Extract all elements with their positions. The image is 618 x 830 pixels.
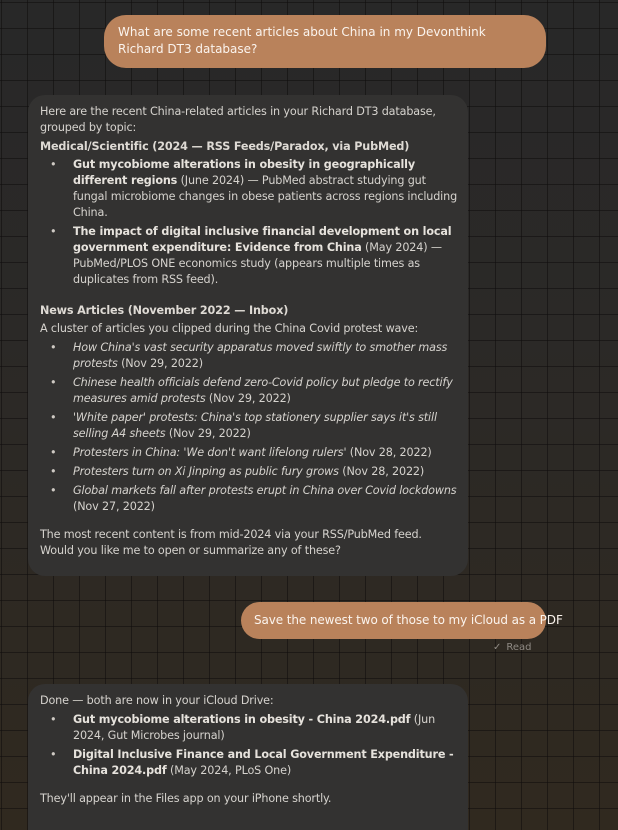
article-date: (Nov 28, 2022)	[346, 446, 432, 459]
list-item	[40, 375, 458, 407]
bullet-icon: •	[50, 446, 57, 459]
list-item	[40, 410, 458, 442]
user-message-text: Save the newest two of those to my iCloud as a PDF	[254, 613, 563, 627]
file-name: Digital Inclusive Finance and Local Government Expenditure - China 2024.pdf	[73, 748, 454, 777]
article-detail: (May 2024) — PubMed/PLOS ONE economics study (appears multiple times as duplicates from RSS feed).	[73, 241, 442, 286]
assistant-closing: The most recent content is from mid-2024 via your RSS/PubMed feed. Would you like me to open or summarize any of these?	[40, 528, 422, 557]
article-title: Protesters in China: 'We don't want lifelong rulers'	[73, 446, 347, 459]
article-date: (Nov 29, 2022)	[165, 427, 251, 440]
section-heading-news: News Articles (November 2022 — Inbox)	[40, 304, 289, 317]
user-message-bubble	[241, 602, 563, 639]
news-article-list	[40, 340, 458, 515]
article-date: (Nov 28, 2022)	[338, 465, 425, 478]
list-item	[40, 464, 458, 480]
section-intro-news: A cluster of articles you clipped during the China Covid protest wave:	[40, 322, 419, 335]
article-title: 'White paper' protests: China's top stationery supplier says it's still selling A4 sheets	[73, 411, 437, 440]
assistant-message-bubble	[28, 684, 468, 830]
bullet-icon: •	[50, 411, 57, 424]
list-item	[40, 747, 458, 779]
list-item	[40, 712, 458, 744]
assistant-intro: Here are the recent China-related articles in your Richard DT3 database, grouped by topic:	[40, 105, 436, 134]
file-name: Gut mycobiome alterations in obesity - China 2024.pdf	[73, 713, 411, 726]
checkmark-icon: ✓	[493, 642, 502, 653]
read-receipt	[493, 642, 532, 653]
article-title: Protesters turn on Xi Jinping as public fury grows	[73, 465, 339, 478]
article-date: (Nov 29, 2022)	[205, 392, 291, 405]
assistant-intro: Done — both are now in your iCloud Drive:	[40, 694, 274, 707]
bullet-icon: •	[50, 158, 57, 171]
bullet-icon: •	[50, 376, 57, 389]
list-item	[40, 224, 458, 288]
user-message-text: What are some recent articles about China in my Devonthink Richard DT3 database?	[118, 25, 486, 56]
article-date: (Nov 27, 2022)	[73, 500, 155, 513]
article-title: How China's vast security apparatus moved swiftly to smother mass protests	[73, 341, 448, 370]
bullet-icon: •	[50, 341, 57, 354]
assistant-closing: They'll appear in the Files app on your iPhone shortly.	[40, 792, 332, 805]
user-message-bubble	[104, 15, 546, 68]
list-item	[40, 483, 458, 515]
article-title: Chinese health officials defend zero-Covid policy but pledge to rectify measures amid protests	[73, 376, 453, 405]
list-item	[40, 157, 458, 221]
article-date: (Nov 29, 2022)	[117, 357, 203, 370]
file-detail: (Jun 2024, Gut Microbes journal)	[73, 713, 436, 742]
bullet-icon: •	[50, 465, 57, 478]
article-title: Gut mycobiome alterations in obesity in geographically different regions	[73, 158, 416, 187]
assistant-message-bubble	[28, 95, 468, 576]
saved-file-list	[40, 712, 458, 779]
file-detail: (May 2024, PLoS One)	[166, 764, 292, 777]
article-title: Global markets fall after protests erupt in China over Covid lockdowns	[73, 484, 457, 497]
bullet-icon: •	[50, 748, 57, 761]
medical-article-list	[40, 157, 458, 288]
list-item	[40, 445, 458, 461]
bullet-icon: •	[50, 225, 57, 238]
bullet-icon: •	[50, 484, 57, 497]
list-item	[40, 340, 458, 372]
article-title: The impact of digital inclusive financial development on local government expenditure: Evidence from China	[73, 225, 452, 254]
article-detail: (June 2024) — PubMed abstract studying gut fungal microbiome changes in obese patients across regions including China.	[73, 174, 458, 219]
bullet-icon: •	[50, 713, 57, 726]
read-receipt-label: Read	[506, 642, 532, 653]
section-heading-medical: Medical/Scientific (2024 — RSS Feeds/Paradox, via PubMed)	[40, 140, 410, 153]
